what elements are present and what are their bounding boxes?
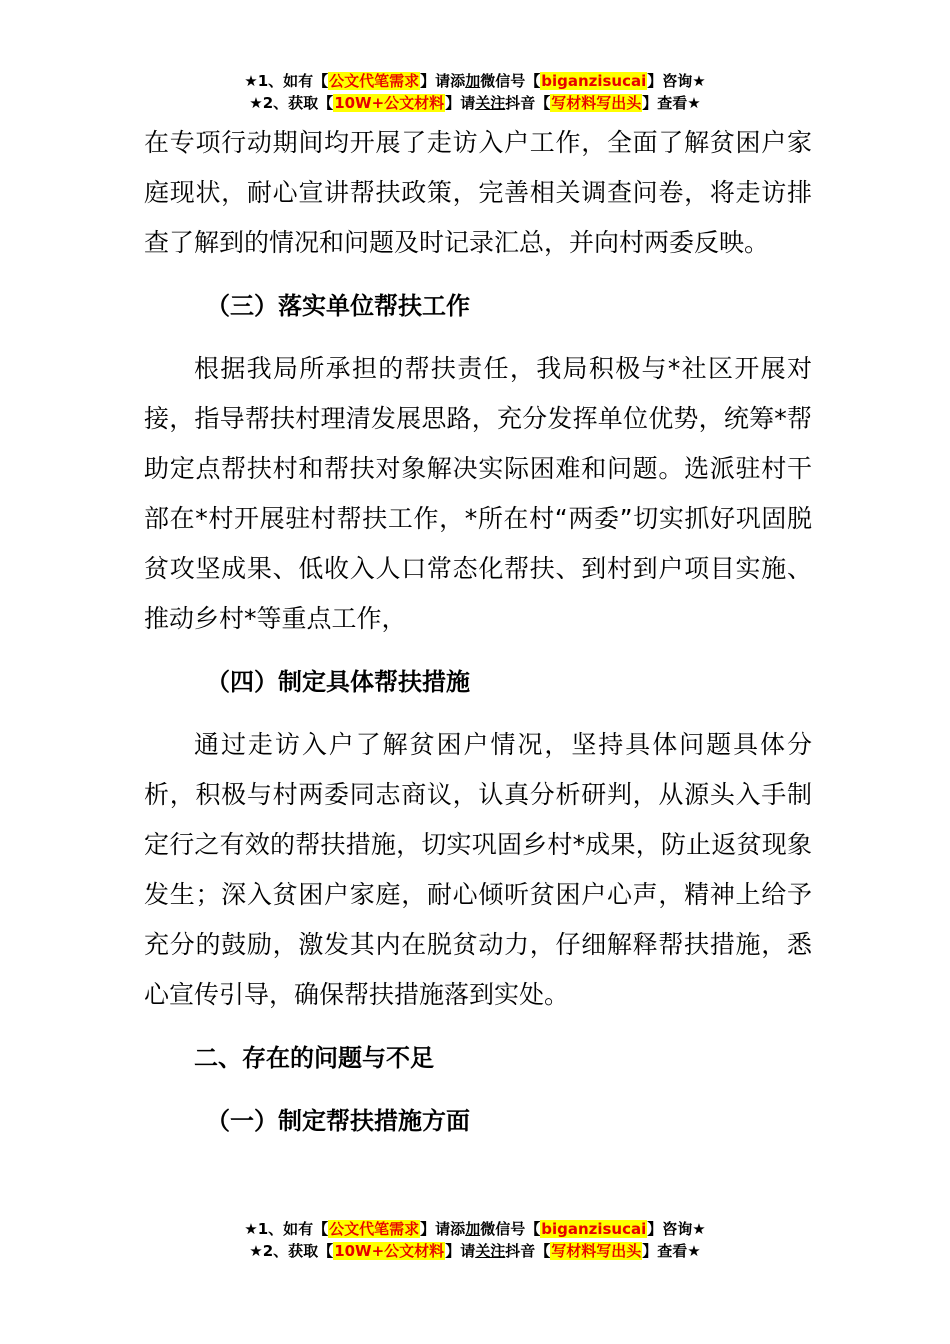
footer-banner [0, 1218, 950, 1262]
banner-text: 】请 [445, 1242, 476, 1260]
banner-text: 】咨询★ [647, 72, 706, 90]
banner-text: 抖音【 [505, 94, 551, 112]
banner-emphasis: 关注 [475, 1242, 506, 1260]
banner-emphasis: 加 [465, 1220, 481, 1238]
header-banner [0, 70, 950, 114]
banner-text: 】查看★ [642, 1242, 701, 1260]
banner-text: 】请 [445, 94, 476, 112]
highlight-materials: 10W+公文材料 [334, 94, 445, 112]
highlight-douyin: 写材料写出头 [551, 1242, 642, 1260]
highlight-wechat-id: biganzisucai [541, 1220, 647, 1238]
banner-text: 抖音【 [505, 1242, 551, 1260]
banner-line-1 [0, 1218, 950, 1240]
highlight-wechat-id: biganzisucai [541, 72, 647, 90]
highlight-douyin: 写材料写出头 [551, 94, 642, 112]
banner-emphasis: 关注 [475, 94, 506, 112]
banner-text: ★2、获取【 [249, 94, 334, 112]
banner-line-1 [0, 70, 950, 92]
banner-text: 微信号【 [480, 72, 541, 90]
document-body [144, 118, 812, 1146]
highlight-materials: 10W+公文材料 [334, 1242, 445, 1260]
banner-line-2 [0, 92, 950, 114]
heading-section-4: （四）制定具体帮扶措施 [206, 668, 470, 696]
banner-text: 微信号【 [480, 1220, 541, 1238]
paragraph-unit-assistance: 根据我局所承担的帮扶责任，我局积极与*社区开展对接，指导帮扶村理清发展思路，充分发挥单位优势，统筹*帮助定点帮扶村和帮扶对象解决实际困难和问题。选派驻村干部在*村开展驻村帮扶工作，*所在村“两委”切实抓好巩固脱贫攻坚成果、低收入人口常态化帮扶、到村到户项目实施、推动乡村*等重点工作， [144, 354, 812, 633]
heading-subsection-1: （一）制定帮扶措施方面 [206, 1107, 470, 1135]
banner-text: 】咨询★ [647, 1220, 706, 1238]
highlight-service: 公文代笔需求 [329, 1220, 420, 1238]
banner-emphasis: 加 [465, 72, 481, 90]
banner-text: ★1、如有【 [244, 1220, 329, 1238]
paragraph-visits: 在专项行动期间均开展了走访入户工作，全面了解贫困户家庭现状，耐心宣讲帮扶政策，完善相关调查问卷，将走访排查了解到的情况和问题及时记录汇总，并向村两委反映。 [144, 128, 812, 257]
banner-line-2 [0, 1240, 950, 1262]
heading-section-3: （三）落实单位帮扶工作 [206, 292, 470, 320]
paragraph-measures: 通过走访入户了解贫困户情况，坚持具体问题具体分析，积极与村两委同志商议，认真分析研判，从源头入手制定行之有效的帮扶措施，切实巩固乡村*成果，防止返贫现象发生；深入贫困户家庭，耐心倾听贫困户心声，精神上给予充分的鼓励，激发其内在脱贫动力，仔细解释帮扶措施，悉心宣传引导，确保帮扶措施落到实处。 [144, 730, 812, 1009]
banner-text: ★2、获取【 [249, 1242, 334, 1260]
highlight-service: 公文代笔需求 [329, 72, 420, 90]
banner-text: ★1、如有【 [244, 72, 329, 90]
heading-problems: 二、存在的问题与不足 [194, 1044, 434, 1072]
banner-text: 】请添 [420, 1220, 466, 1238]
banner-text: 】查看★ [642, 94, 701, 112]
banner-text: 】请添 [420, 72, 466, 90]
